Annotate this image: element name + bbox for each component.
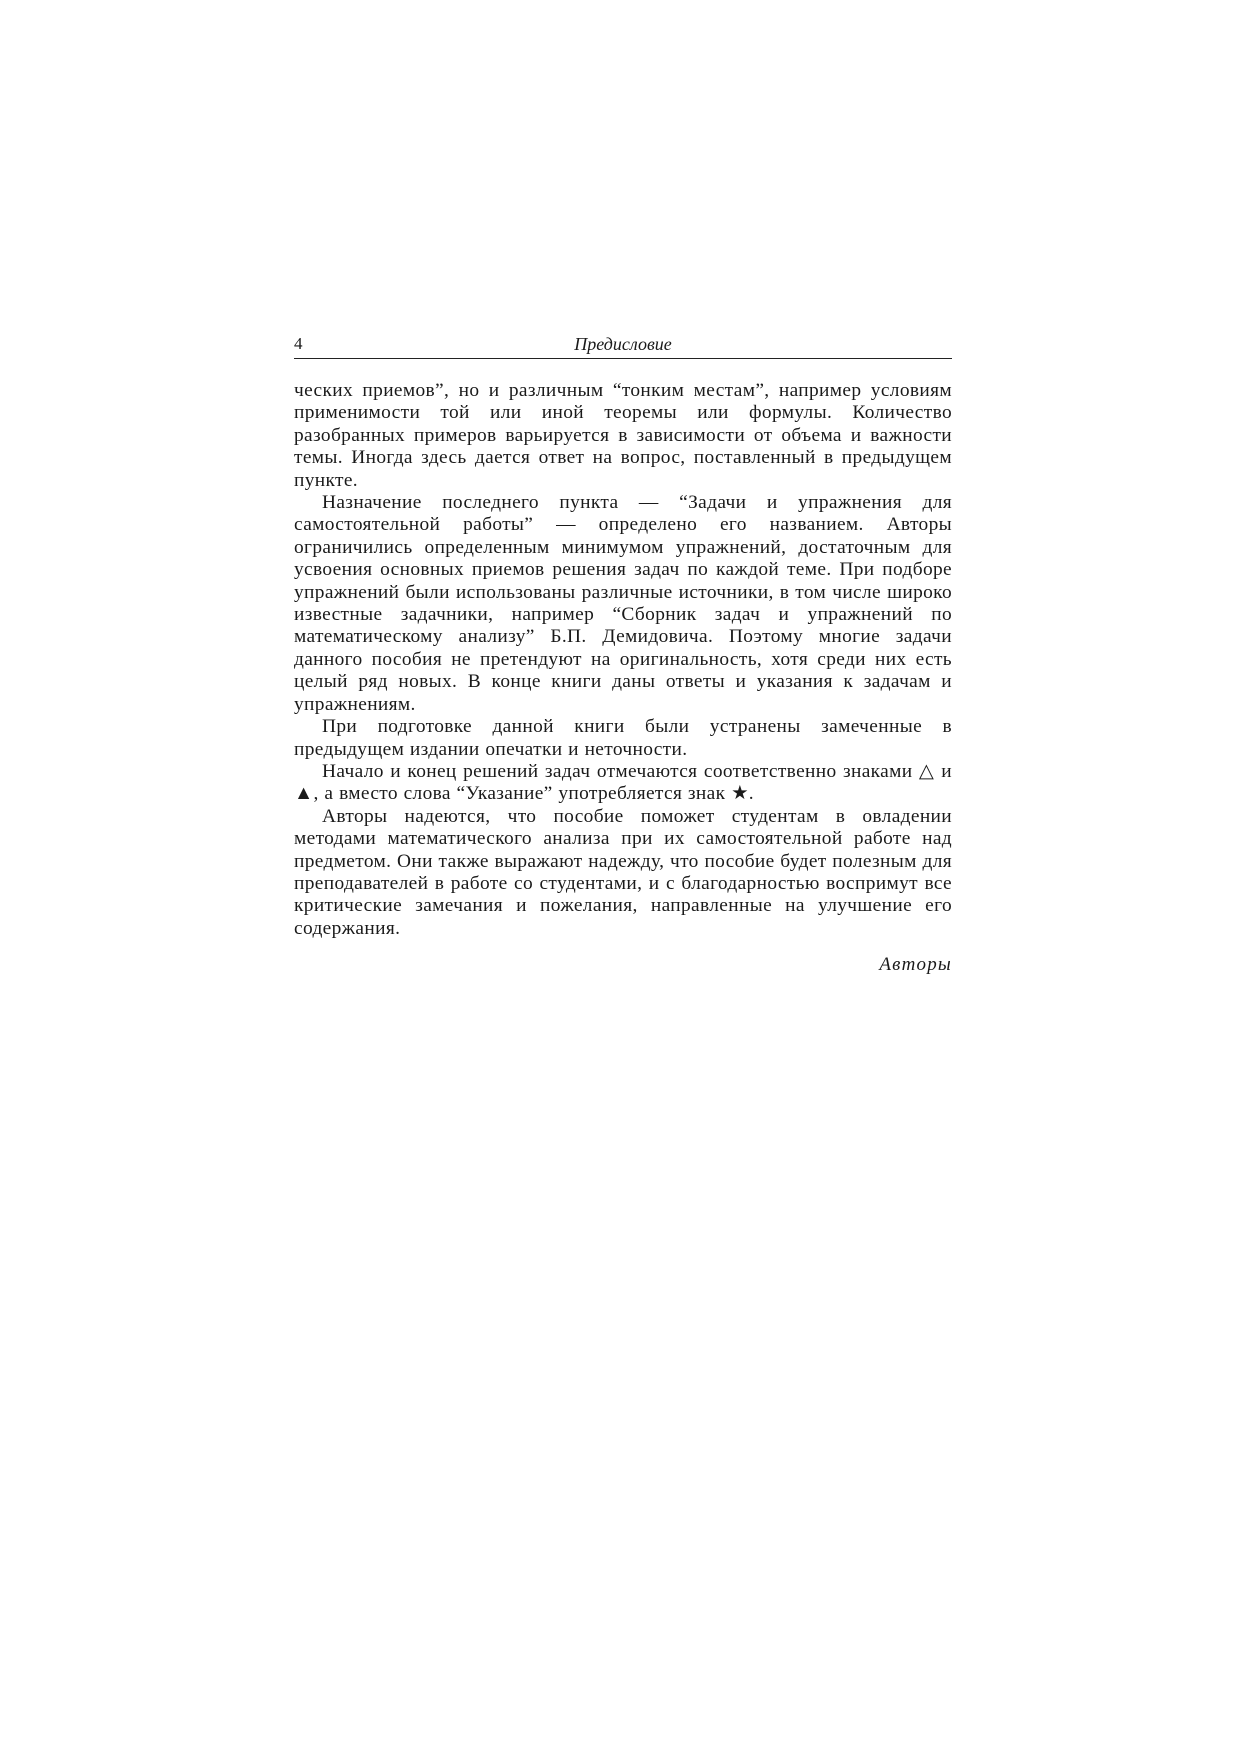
paragraph-authors-hope: Авторы надеются, что пособие поможет студентам в овладении методами математического анализа при их самостоятельной работе над предметом. Они также выражают надежду, что пособие будет полезным для преподавателей в работе со студентами, и с благодарностью воспримут все критические замечания и пожелания, направленные на улучшение его содержания. xyxy=(294,805,952,939)
paragraph-continuation: ческих приемов”, но и различным “тонким местам”, например условиям применимости той или иной теоремы или формулы. Количество разобранных примеров варьируется в зависимости от объема и важности темы. Иногда здесь дается ответ на вопрос, поставленный в предыдущем пункте. xyxy=(294,380,952,491)
authors-signature: Авторы xyxy=(879,954,952,976)
paragraph-corrections: При подготовке данной книги были устранены замеченные в предыдущем издании опечатки и неточности. xyxy=(294,716,952,760)
paragraph-notation-symbols: Начало и конец решений задач отмечаются соответственно знаками △ и ▲, а вместо слова “Указание” употребляется знак ★. xyxy=(294,760,952,805)
running-title: Предисловие xyxy=(574,334,672,354)
running-header xyxy=(294,332,952,359)
preface-text xyxy=(294,380,952,976)
paragraph-exercises-purpose: Назначение последнего пункта — “Задачи и упражнения для самостоятельной работы” — определено его названием. Авторы ограничились определенным минимумом упражнений, достаточным для усвоения основных приемов решения задач по каждой теме. При подборе упражнений были использованы различные источники, в том числе широко известные задачники, например “Сборник задач и упражнений по математическому анализу” Б.П. Демидовича. Поэтому многие задачи данного пособия не претендуют на оригинальность, хотя среди них есть целый ряд новых. В конце книги даны ответы и указания к задачам и упражнениям. xyxy=(294,492,952,715)
page-number: 4 xyxy=(294,334,303,353)
